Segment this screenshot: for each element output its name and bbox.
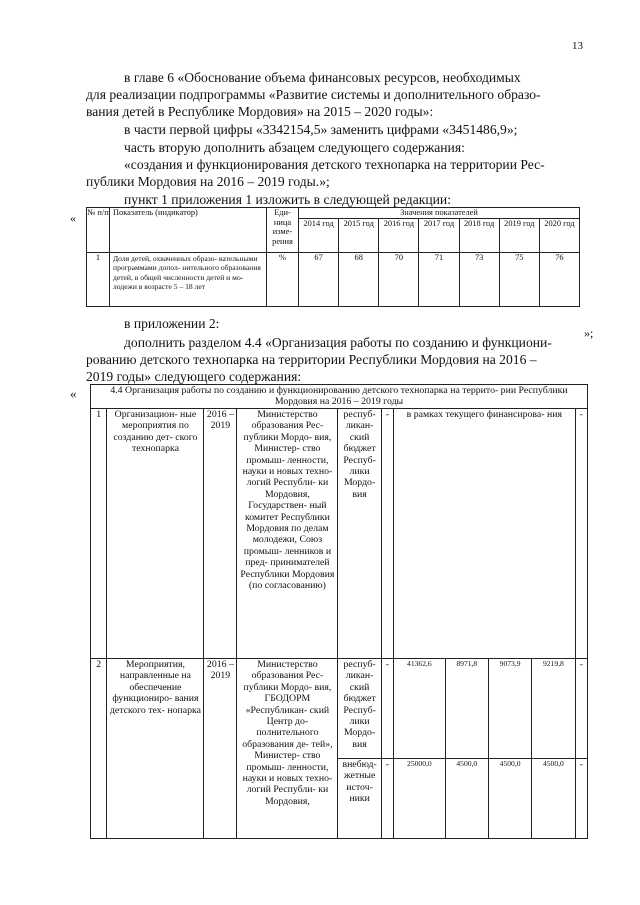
source-name: респуб- ликан- ский бюджет Респуб- лики Мордо- вия xyxy=(338,659,381,759)
row-funding: в рамках текущего финансирова- ния xyxy=(394,409,575,659)
row-value: 68 xyxy=(339,252,379,306)
year-header: 2017 год xyxy=(419,218,459,252)
header-unit: Еди- ница изме- рения xyxy=(267,208,299,253)
paragraph-line: рованию детского технопарка на территории Республики Мордовия на 2016 – xyxy=(86,352,537,367)
paragraph-line: 2019 годы» следующего содержания: xyxy=(86,369,302,384)
source-dash: - xyxy=(381,759,393,839)
source-value: 9219,8 xyxy=(532,659,575,759)
source-value: 8971,8 xyxy=(445,659,488,759)
paragraph-line: в приложении 2: xyxy=(124,316,220,331)
row-num: 1 xyxy=(87,252,110,306)
row-value: 71 xyxy=(419,252,459,306)
row-executors: Министерство образования Рес- публики Мордо- вия, ГБОДОРМ «Республикан- ский Центр до- полнительного образования де- тей», Министер- ство промыш- ленности, науки и новых техно- логий Республи- ки Мордовия, xyxy=(237,659,338,839)
source-total: 41362,6 xyxy=(394,659,446,759)
row-num: 1 xyxy=(91,409,107,659)
source-value: 9073,9 xyxy=(488,659,531,759)
indicator-table xyxy=(86,207,580,307)
row-period: 2016 – 2019 xyxy=(204,409,237,659)
source-value: 4500,0 xyxy=(488,759,531,839)
opening-quote: « xyxy=(70,211,76,225)
row-value: 76 xyxy=(539,252,579,306)
source-last: - xyxy=(575,659,587,759)
paragraph-line: для реализации подпрограммы «Развитие системы и дополнительного образо- xyxy=(86,87,541,102)
paragraph-line: публики Мордовия на 2016 – 2019 годы.»; xyxy=(86,174,330,189)
paragraph-line: дополнить разделом 4.4 «Организация работы по созданию и функциони- xyxy=(124,335,552,350)
paragraph-line: в части первой цифры «3342154,5» заменить цифрами «3451486,9»; xyxy=(124,122,518,137)
row-source: респуб- ликан- ский бюджет Респуб- лики Мордо- вия xyxy=(338,409,381,659)
row-dash: - xyxy=(381,409,393,659)
source-value: 4500,0 xyxy=(445,759,488,839)
section-title: 4.4 Организация работы по созданию и функционированию детского технопарка на террито- рии Республики Мордовия на 2016 – 2019 годы xyxy=(91,385,588,409)
section-table xyxy=(90,384,588,839)
paragraph-line: «создания и функционирования детского технопарка на территории Рес- xyxy=(124,157,545,172)
year-header: 2018 год xyxy=(459,218,499,252)
page-number: 13 xyxy=(572,40,583,52)
year-header: 2020 год xyxy=(539,218,579,252)
paragraph-line: пункт 1 приложения 1 изложить в следующей редакции: xyxy=(124,192,451,207)
source-last: - xyxy=(575,759,587,839)
source-total: 25000,0 xyxy=(394,759,446,839)
closing-quote: »; xyxy=(584,326,594,340)
row-name: Мероприятия, направленные на обеспечение функциониро- вания детского тех- нопарка xyxy=(107,659,204,839)
paragraph-line: вания детей в Республике Мордовия» на 2015 – 2020 годы»: xyxy=(86,104,434,119)
year-header: 2019 год xyxy=(499,218,539,252)
paragraph-line: часть вторую дополнить абзацем следующего содержания: xyxy=(124,140,465,155)
row-value: 75 xyxy=(499,252,539,306)
row-period: 2016 – 2019 xyxy=(204,659,237,839)
row-value: 73 xyxy=(459,252,499,306)
opening-quote-2: « xyxy=(70,386,77,401)
header-indicator: Показатель (индикатор) xyxy=(110,208,267,253)
row-value: 67 xyxy=(299,252,339,306)
year-header: 2015 год xyxy=(339,218,379,252)
year-header: 2016 год xyxy=(379,218,419,252)
header-values: Значения показателей xyxy=(299,208,580,219)
header-num: № п/п xyxy=(87,208,110,253)
row-num: 2 xyxy=(91,659,107,839)
row-indicator: Доля детей, охваченных образо- вательными программами допол- нительного образования детей, в общей численности детей и мо- лодежи в возрасте 5 – 18 лет xyxy=(110,252,267,306)
paragraph-line: в главе 6 «Обоснование объема финансовых ресурсов, необходимых xyxy=(124,70,521,85)
row-value: 70 xyxy=(379,252,419,306)
source-dash: - xyxy=(381,659,393,759)
row-executors: Министерство образования Рес- публики Мордо- вия, Министер- ство промыш- ленности, науки и новых техно- логий Республи- ки Мордовия, Государствен- ный комитет Республики Мордовия по делам молодежи, Союз промыш- ленников и пред- принимателей Республики Мордовия (по согласованию) xyxy=(237,409,338,659)
row-last: - xyxy=(575,409,587,659)
source-value: 4500,0 xyxy=(532,759,575,839)
row-unit: % xyxy=(267,252,299,306)
row-name: Организацион- ные мероприятия по созданию дет- ского технопарка xyxy=(107,409,204,659)
source-name: внебюд- жетные источ- ники xyxy=(338,759,381,839)
year-header: 2014 год xyxy=(299,218,339,252)
